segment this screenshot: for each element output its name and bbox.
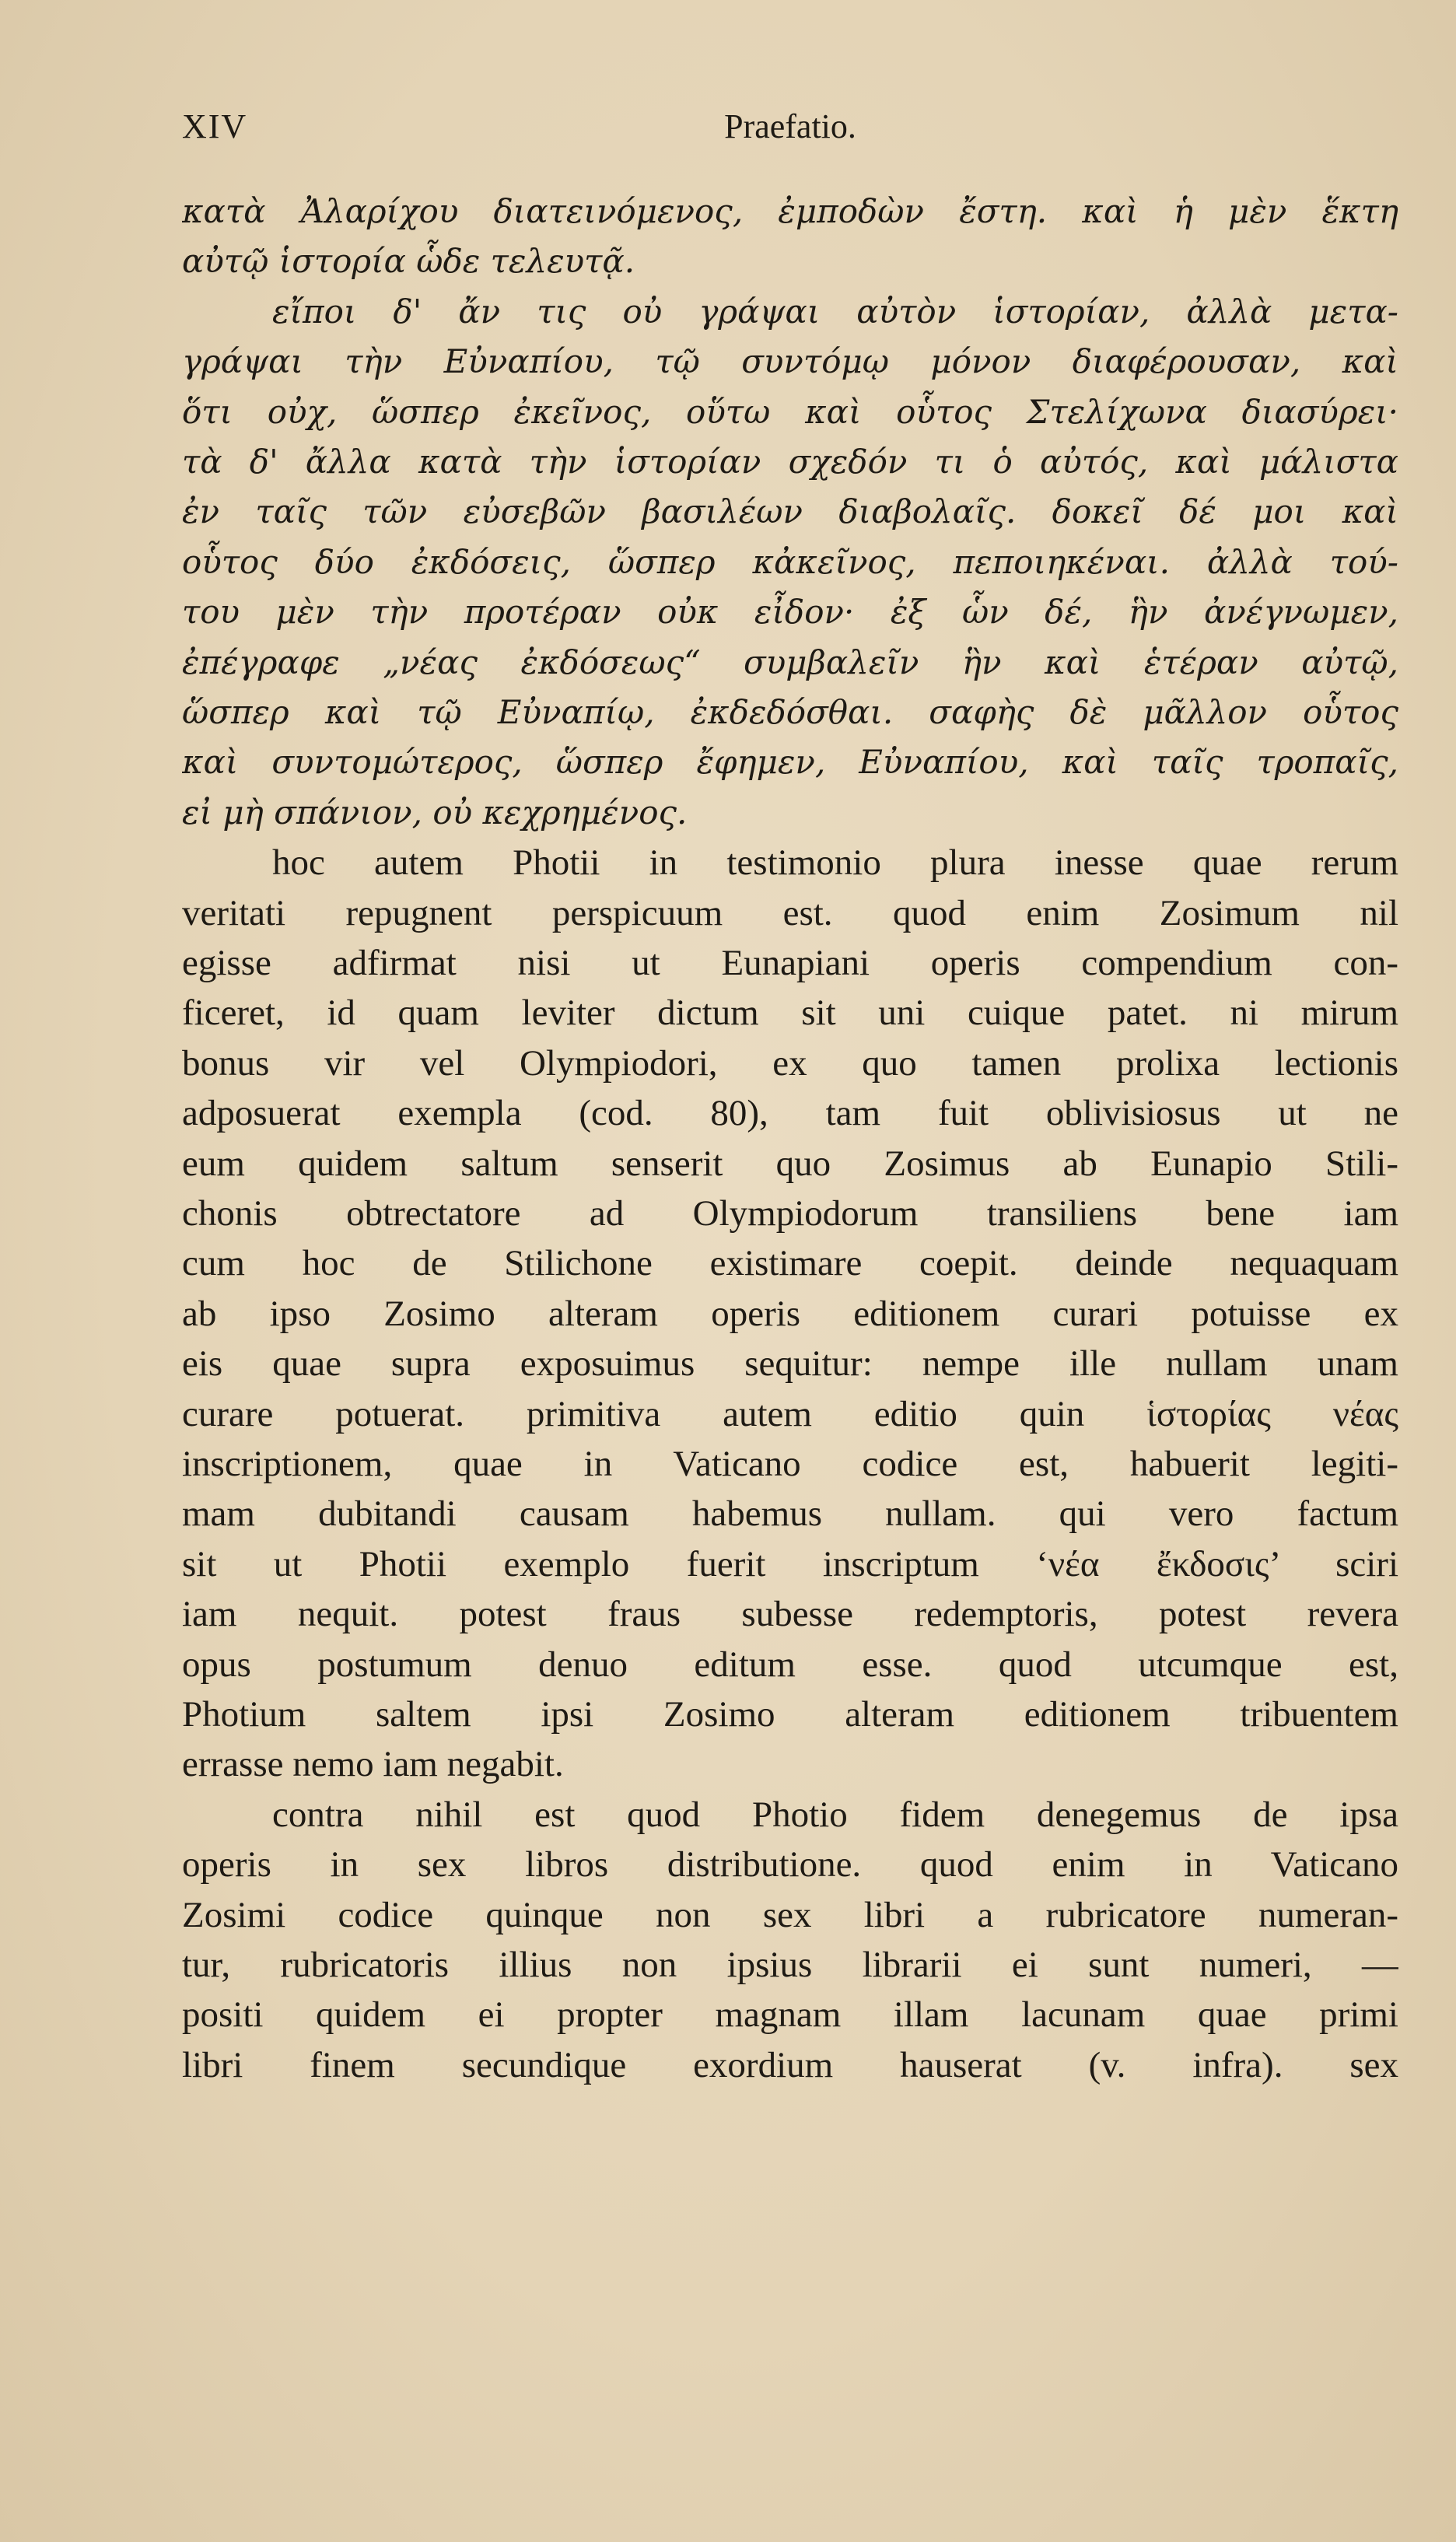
latin-text-line: Zosimi codice quinque non sex libri a rubricatore numeran- [182, 1894, 1398, 1935]
latin-text-line: iam nequit. potest fraus subesse redemptoris, potest revera [182, 1594, 1398, 1635]
greek-text-line: ὅτι οὐχ, ὥσπερ ἐκεῖνος, οὕτω καὶ οὗτος Στελίχωνα διασύρει· [182, 392, 1398, 431]
greek-text-line: καὶ συντομώτερος, ὥσπερ ἔφημεν, Εὐναπίου, καὶ ταῖς τροπαῖς, [182, 743, 1398, 782]
latin-text-line: libri finem secundique exordium hauserat (v. infra). sex [182, 2044, 1398, 2085]
page-number: XIV [182, 107, 248, 145]
latin-text-line: curare potuerat. primitiva autem editio quin ἱστορίας νέας [182, 1393, 1398, 1434]
greek-text-line: αὐτῷ ἱστορία ὧδε τελευτᾷ. [182, 242, 635, 281]
greek-text-line: ἐν ταῖς τῶν εὐσεβῶν βασιλέων διαβολαῖς. δοκεῖ δέ μοι καὶ [182, 492, 1398, 531]
latin-text-line: eis quae supra exposuimus sequitur: nempe ille nullam unam [182, 1343, 1398, 1385]
latin-text-line: mam dubitandi causam habemus nullam. qui vero factum [182, 1493, 1398, 1535]
greek-text-line: τὰ δ' ἄλλα κατὰ τὴν ἱστορίαν σχεδόν τι ὁ αὐτός, καὶ μάλιστα [182, 443, 1398, 481]
latin-text-line: adposuerat exempla (cod. 80), tam fuit oblivisiosus ut ne [182, 1093, 1398, 1134]
latin-text-line: opus postumum denuo editum esse. quod utcumque est, [182, 1644, 1398, 1685]
running-title: Praefatio. [724, 107, 856, 145]
greek-text-line: εἴποι δ' ἄν τις οὐ γράψαι αὐτὸν ἱστορίαν, ἀλλὰ μετα- [272, 292, 1398, 331]
greek-text-line: οὗτος δύο ἐκδόσεις, ὥσπερ κἀκεῖνος, πεποιηκέναι. ἀλλὰ τού- [182, 542, 1398, 581]
latin-text-line: contra nihil est quod Photio fidem denegemus de ipsa [272, 1794, 1398, 1835]
latin-text-line: bonus vir vel Olympiodori, ex quo tamen prolixa lectionis [182, 1042, 1398, 1084]
greek-text-line: του μὲν τὴν προτέραν οὐκ εἶδον· ἐξ ὧν δέ, ἣν ἀνέγνωμεν, [182, 593, 1398, 632]
latin-text-line: egisse adfirmat nisi ut Eunapiani operis compendium con- [182, 943, 1398, 983]
greek-text-line: ὥσπερ καὶ τῷ Εὐναπίῳ, ἐκδεδόσθαι. σαφὴς δὲ μᾶλλον οὗτος [182, 693, 1398, 731]
latin-text-line: positi quidem ei propter magnam illam lacunam quae primi [182, 1994, 1398, 2036]
greek-text-line: γράψαι τὴν Εὐναπίου, τῷ συντόμῳ μόνον διαφέρουσαν, καὶ [182, 342, 1398, 381]
latin-text-line: Photium saltem ipsi Zosimo alteram editionem tribuentem [182, 1694, 1398, 1735]
latin-text-line: ab ipso Zosimo alteram operis editionem curari potuisse ex [182, 1293, 1398, 1334]
latin-text-line: operis in sex libros distributione. quod enim in Vaticano [182, 1844, 1398, 1885]
latin-text-line: veritati repugnent perspicuum est. quod enim Zosimum nil [182, 892, 1398, 933]
greek-text-line: εἰ μὴ σπάνιον, οὐ κεχρημένος. [182, 793, 688, 832]
latin-text-line: hoc autem Photii in testimonio plura inesse quae rerum [272, 842, 1398, 884]
latin-text-line: ficeret, id quam leviter dictum sit uni cuique patet. ni mirum [182, 993, 1398, 1034]
greek-text-line: ἐπέγραφε „νέας ἐκδόσεως“ συμβαλεῖν ἣν καὶ ἑτέραν αὐτῷ, [182, 643, 1398, 681]
latin-text-line: sit ut Photii exemplo fuerit inscriptum ‘νέα ἔκδοσις’ sciri [182, 1543, 1398, 1584]
latin-text-line: inscriptionem, quae in Vaticano codice est, habuerit legiti- [182, 1444, 1398, 1484]
latin-text-line: chonis obtrectatore ad Olympiodorum transiliens bene iam [182, 1193, 1398, 1234]
latin-text-line: cum hoc de Stilichone existimare coepit. deinde nequaquam [182, 1243, 1398, 1284]
latin-text-line: eum quidem saltum senserit quo Zosimus ab Eunapio Stili- [182, 1143, 1398, 1184]
latin-text-line: errasse nemo iam negabit. [182, 1744, 564, 1785]
greek-text-line: κατὰ Ἀλαρίχου διατεινόμενος, ἐμποδὼν ἔστη. καὶ ἡ μὲν ἕκτη [182, 192, 1398, 230]
latin-text-line: tur, rubricatoris illius non ipsius librarii ei sunt numeri, — [182, 1945, 1398, 1985]
page-header [182, 100, 1398, 154]
